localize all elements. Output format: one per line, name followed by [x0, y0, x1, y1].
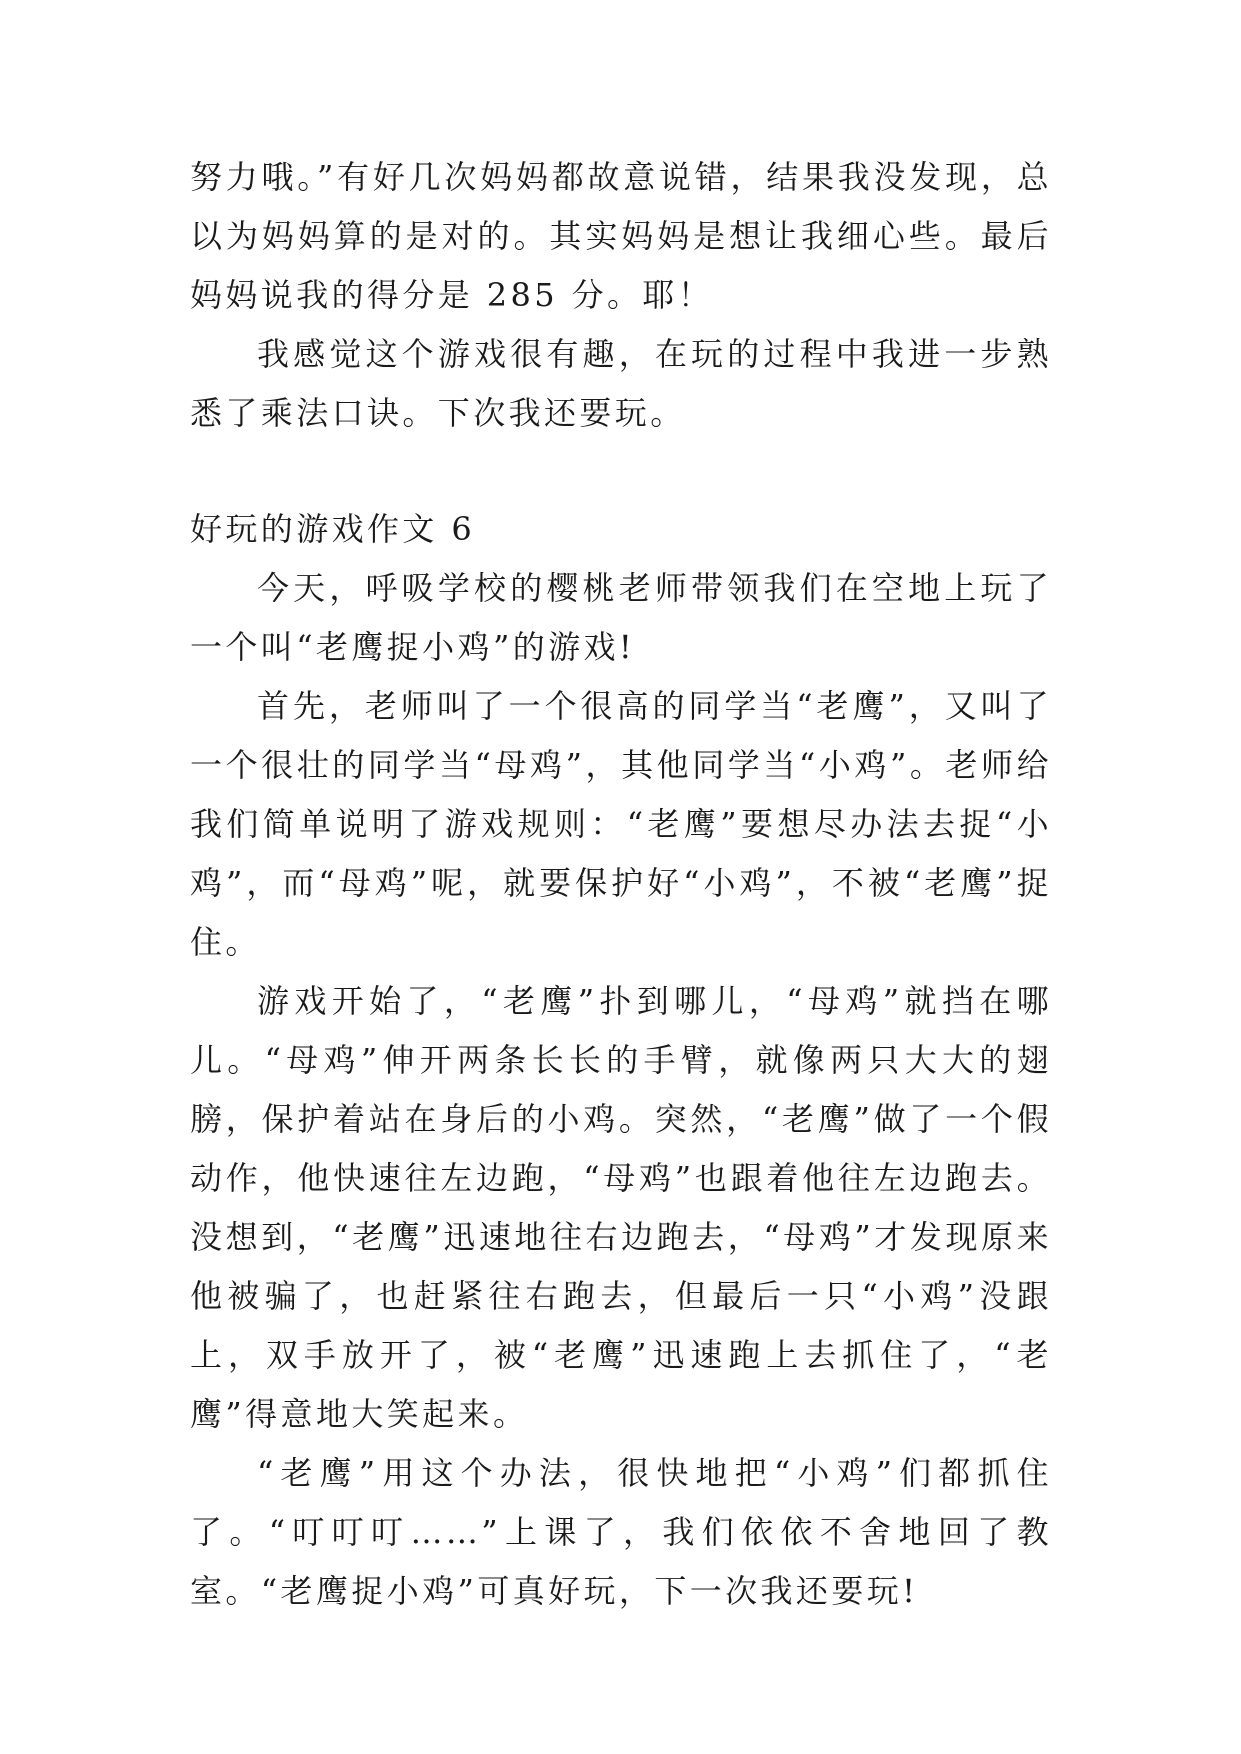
paragraph-gameplay: 游戏开始了，“老鹰”扑到哪儿，“母鸡”就挡在哪儿。“母鸡”伸开两条长长的手臂，就像两只大大的翅膀，保护着站在身后的小鸡。突然，“老鹰”做了一个假动作，他快速往左边跑，“母鸡”也跟着他往左边跑去。没想到，“老鹰”迅速地往右边跑去，“母鸡”才发现原来他被骗了，也赶紧往右跑去，但最后一只“小鸡”没跟上，双手放开了，被“老鹰”迅速跑上去抓住了，“老鹰”得意地大笑起来。 — [190, 982, 1052, 1433]
paragraph-ending: “老鹰”用这个办法，很快地把“小鸡”们都抓住了。“叮叮叮……”上课了，我们依依不舍地回了教室。“老鹰捉小鸡”可真好玩，下一次我还要玩! — [190, 1454, 1052, 1610]
paragraph-rules: 首先，老师叫了一个很高的同学当“老鹰”，又叫了一个很壮的同学当“母鸡”，其他同学当“小鸡”。老师给我们简单说明了游戏规则：“老鹰”要想尽办法去捉“小鸡”，而“母鸡”呢，就要保护好“小鸡”，不被“老鹰”捉住。 — [190, 687, 1052, 961]
section-title: 好玩的游戏作文 6 — [190, 510, 476, 548]
paragraph-game-result: 努力哦。”有好几次妈妈都故意说错，结果我没发现，总以为妈妈算的是对的。其实妈妈是想让我细心些。最后妈妈说我的得分是 285 分。耶！ — [190, 158, 1052, 314]
paragraph-intro: 今天，呼吸学校的樱桃老师带领我们在空地上玩了一个叫“老鹰捉小鸡”的游戏! — [190, 569, 1052, 666]
paragraph-game-feeling: 我感觉这个游戏很有趣，在玩的过程中我进一步熟悉了乘法口诀。下次我还要玩。 — [190, 335, 1052, 432]
text-column — [190, 148, 1052, 1621]
